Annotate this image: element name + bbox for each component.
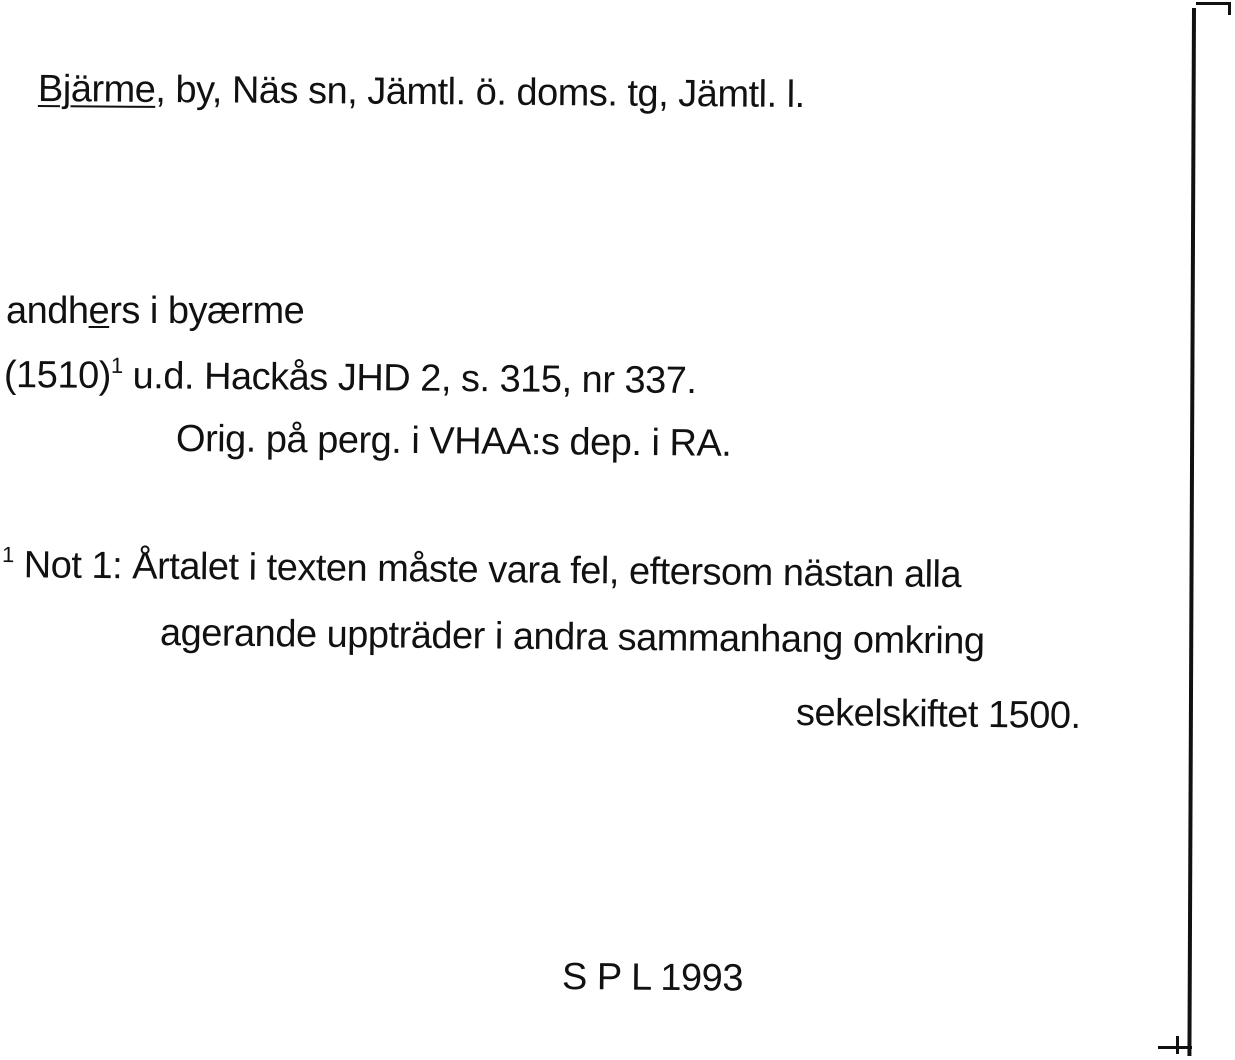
place-description: , by, Näs sn, Jämtl. ö. doms. tg, Jämtl. l.: [155, 68, 805, 117]
citation-line: [3, 352, 697, 403]
attested-form: [6, 292, 304, 330]
note-line-3: [796, 694, 1081, 735]
citation-note-marker: 1: [110, 352, 123, 379]
note-line-1: [1, 542, 962, 597]
form-part-1: andh: [6, 290, 89, 332]
card-signature: [562, 958, 743, 998]
card-heading: [37, 68, 805, 117]
place-name: Bjärme: [37, 68, 156, 111]
form-part-2: rs i byærme: [109, 290, 305, 332]
card-corner-mark-top: [1196, 2, 1231, 15]
note-text-3: sekelskiftet 1500.: [795, 692, 1081, 737]
note-text-1: Årtalet i texten måste vara fel, eftersom nästan alla: [132, 545, 962, 597]
form-underlined-letter: e: [88, 290, 110, 332]
card-border-right: [1187, 8, 1196, 1056]
card-corner-tick-bottom: [1176, 1036, 1179, 1054]
citation-source: u.d. Hackås JHD 2, s. 315, nr 337.: [122, 355, 697, 403]
note-line-2: [160, 614, 985, 661]
signature-text: S P L 1993: [561, 956, 744, 1000]
card-corner-mark-bottom: [1158, 1046, 1192, 1049]
origin-text: Orig. på perg. i VHAA:s dep. i RA.: [175, 418, 732, 465]
note-text-2: agerande uppträder i andra sammanhang omkring: [159, 612, 985, 663]
note-marker: 1: [1, 542, 14, 568]
citation-origin: [176, 420, 732, 463]
note-label: Not 1:: [13, 544, 123, 588]
citation-year: (1510): [3, 354, 112, 397]
